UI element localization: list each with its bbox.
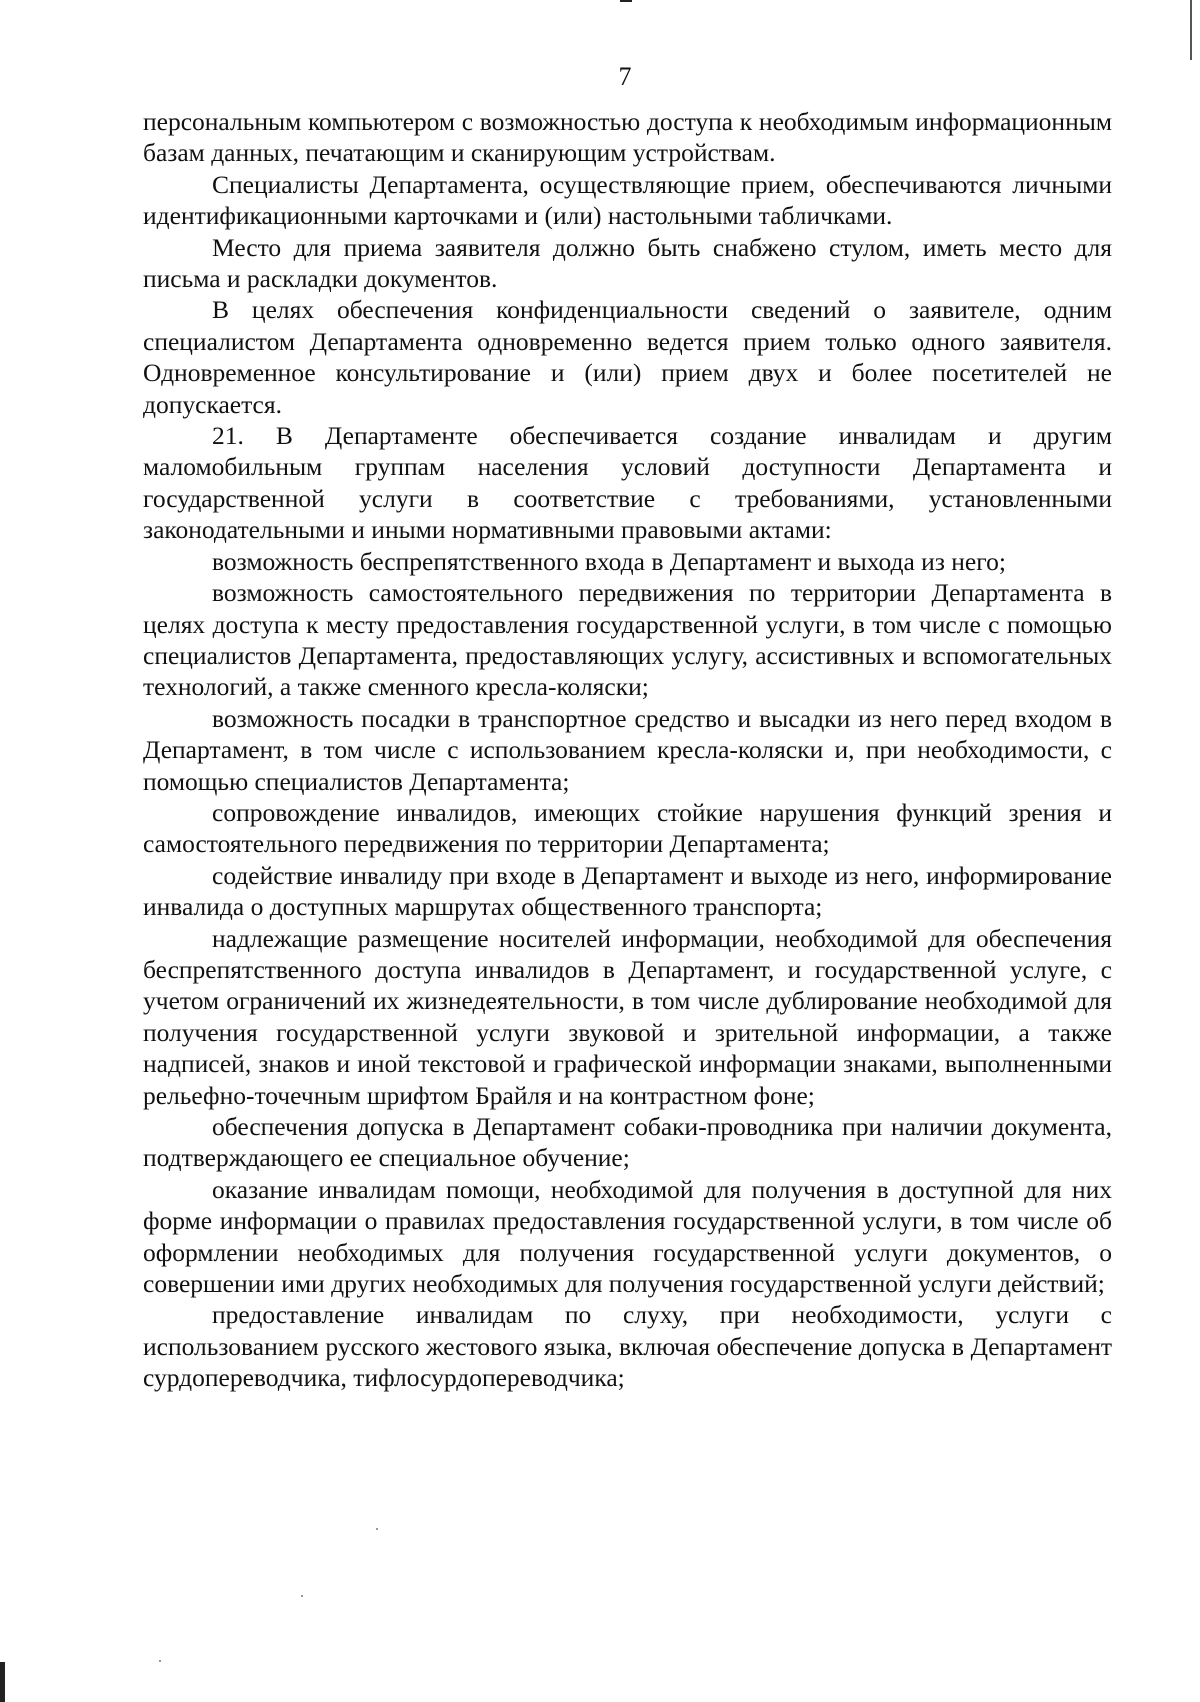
- scan-speck: [376, 1528, 378, 1530]
- paragraph-item-21: 21. В Департаменте обеспечивается создание инвалидам и другим маломобильным группам населения условий доступности Департамента и государственной услуги в соответствие с требованиями, установленными законодательными и иными нормативными правовыми актами:: [143, 421, 1112, 545]
- scan-speck: [159, 1660, 161, 1662]
- list-item: возможность посадки в транспортное средство и высадки из него перед входом в Департамент, в том числе с использованием кресла-коляски и, при необходимости, с помощью специалистов Департамента;: [143, 703, 1112, 796]
- list-item: сопровождение инвалидов, имеющих стойкие нарушения функций зрения и самостоятельного передвижения по территории Департамента;: [143, 797, 1112, 859]
- scan-artifact-right: [1190, 0, 1192, 60]
- list-item: возможность самостоятельного передвижения по территории Департамента в целях доступа к месту предоставления государственной услуги, в том числе с помощью специалистов Департамента, предоставляющих услугу, ассистивных и вспомогательных технологий, а также сменного кресла-коляски;: [143, 578, 1112, 702]
- document-body: [143, 106, 1112, 1394]
- paragraph: Место для приема заявителя должно быть снабжено стулом, иметь место для письма и раскладки документов.: [143, 232, 1112, 294]
- list-item: надлежащие размещение носителей информации, необходимой для обеспечения беспрепятственного доступа инвалидов в Департамент, и государственной услуге, с учетом ограничений их жизнедеятельности, в том числе дублирование необходимой для получения государственной услуги звуковой и зрительной информации, а также надписей, знаков и иной текстовой и графической информации знаками, выполненными рельефно-точечным шрифтом Брайля и на контрастном фоне;: [143, 923, 1112, 1110]
- scan-artifact-top: [620, 0, 632, 2]
- scan-speck: [301, 1595, 303, 1597]
- paragraph: персональным компьютером с возможностью доступа к необходимым информационным базам данных, печатающим и сканирующим устройствам.: [143, 107, 1112, 168]
- list-item: обеспечения допуска в Департамент собаки-проводника при наличии документа, подтверждающего ее специальное обучение;: [143, 1112, 1112, 1173]
- paragraph: Специалисты Департамента, осуществляющие прием, обеспечиваются личными идентификационными карточками и (или) настольными табличками.: [143, 169, 1112, 231]
- list-item: содействие инвалиду при входе в Департамент и выходе из него, информирование инвалида о доступных маршрутах общественного транспорта;: [143, 860, 1112, 922]
- paragraph: В целях обеспечения конфиденциальности сведений о заявителе, одним специалистом Департамента одновременно ведется прием только одного заявителя. Одновременное консультирование и (или) прием двух и более посетителей не допускается.: [143, 295, 1112, 419]
- list-item: предоставление инвалидам по слуху, при необходимости, услуги с использованием русского жестового языка, включая обеспечение допуска в Департамент сурдопереводчика, тифлосурдопереводчика;: [143, 1300, 1112, 1393]
- list-item: возможность беспрепятственного входа в Департамент и выхода из него;: [212, 546, 1006, 576]
- scan-artifact-left: [0, 1662, 5, 1702]
- list-item: оказание инвалидам помощи, необходимой для получения в доступной для них форме информации о правилах предоставления государственной услуги, в том числе об оформлении необходимых для получения государственной услуги документов, о совершении ими других необходимых для получения государственной услуги действий;: [143, 1174, 1112, 1299]
- page-number: 7: [618, 62, 632, 91]
